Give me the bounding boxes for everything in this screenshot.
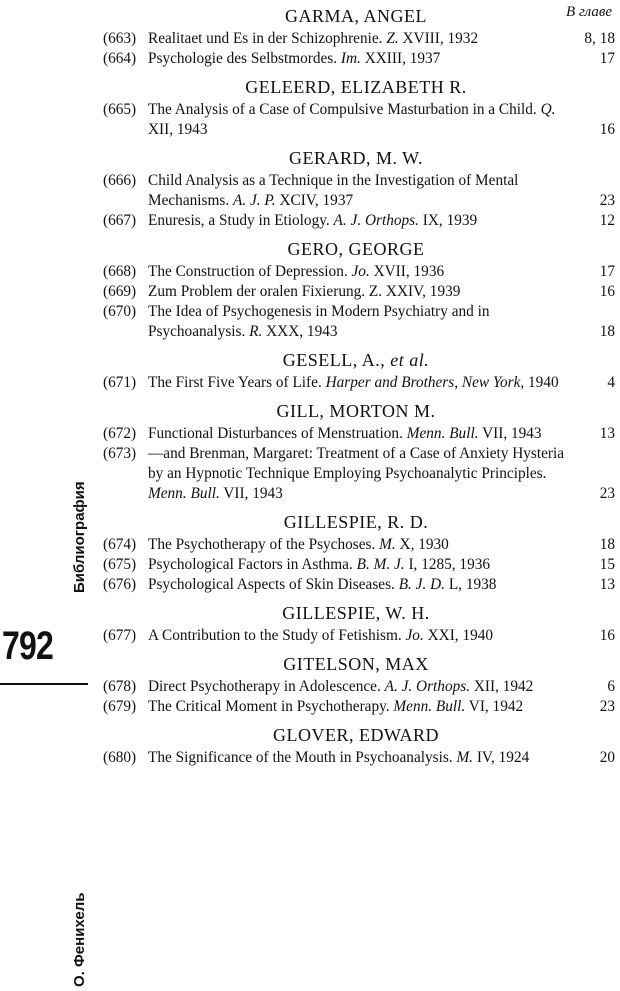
entry-source: A. J. Orthops.: [384, 678, 471, 695]
author-block: [103, 74, 620, 140]
entry-volume: XXI, 1940: [423, 627, 494, 644]
entry-title: Zum Problem der oralen Fixierung. Z. XXIV, 1939: [148, 283, 461, 300]
bibliography-entry: [103, 49, 620, 69]
entry-number: (663): [103, 30, 137, 47]
author-name: GERARD, M. W.: [288, 148, 424, 168]
entry-volume: L, 1938: [445, 576, 497, 593]
entry-title: Enuresis, a Study in Etiology.: [148, 212, 334, 229]
bibliography-entry: [103, 748, 620, 768]
author-name: GITELSON, MAX: [283, 654, 429, 674]
entry-chapter: 16: [599, 627, 615, 644]
bibliography-entry: [103, 171, 620, 211]
entry-chapter: 23: [599, 485, 615, 502]
bibliography-entry: [103, 373, 620, 393]
entry-volume: VII, 1943: [219, 485, 283, 502]
entry-volume: IV, 1924: [473, 749, 530, 766]
entry-source: Jo.: [351, 263, 370, 280]
book-author: О. Фенихель: [71, 892, 88, 987]
entry-title: Child Analysis as a Technique in the Investigation of Mental Mechanisms.: [148, 172, 519, 209]
author-name: GARMA, ANGEL: [284, 6, 427, 26]
entry-chapter: 17: [599, 50, 615, 67]
entry-source: A. J. P.: [232, 192, 276, 209]
author-name: GLOVER, EDWARD: [273, 725, 439, 745]
entry-number: (677): [103, 627, 137, 644]
page-number-rule: [0, 683, 88, 685]
entry-volume: IX, 1939: [418, 212, 478, 229]
entry-chapter: 16: [599, 121, 615, 138]
author-block: [103, 347, 620, 393]
entry-source: R.: [249, 323, 263, 340]
entry-title: Functional Disturbances of Menstruation.: [148, 425, 407, 442]
entry-number: (673): [103, 445, 137, 462]
bibliography-entry: [103, 282, 620, 302]
author-block: [103, 651, 620, 717]
entry-chapter: 18: [599, 536, 615, 553]
bibliography-entry: [103, 262, 620, 282]
author-name: GILLESPIE, R. D.: [283, 512, 429, 532]
entry-volume: XII, 1942: [470, 678, 534, 695]
entry-volume: X, 1930: [395, 536, 449, 553]
entry-chapter: 12: [599, 212, 615, 229]
entry-number: (664): [103, 50, 137, 67]
entry-title: Direct Psychotherapy in Adolescence.: [148, 678, 385, 695]
chapter-column-header: В главе: [566, 4, 612, 20]
section-title: Библиография: [71, 481, 88, 593]
entry-volume: XII, 1943: [148, 121, 208, 138]
entry-chapter: 8, 18: [584, 30, 615, 47]
entry-chapter: 13: [599, 576, 615, 593]
entry-chapter: 6: [607, 678, 615, 695]
entry-title: —and Brenman, Margaret: Treatment of a Case of Anxiety Hysteria by an Hypnotic Technique Employing Psychoanalytic Principles.: [148, 445, 565, 482]
entry-source: Jo.: [405, 627, 424, 644]
entry-number: (667): [103, 212, 137, 229]
entry-number: (668): [103, 263, 137, 280]
entry-number: (670): [103, 303, 137, 320]
entry-chapter: 17: [599, 263, 615, 280]
entry-number: (671): [103, 374, 137, 391]
entry-chapter: 4: [607, 374, 615, 391]
bibliography-entry: [103, 302, 620, 342]
bibliography-entry: [103, 555, 620, 575]
entry-chapter: 15: [599, 556, 615, 573]
entry-number: (680): [103, 749, 137, 766]
bibliography-entry: [103, 626, 620, 646]
bibliography-entry: [103, 535, 620, 555]
entry-source: B. M. J.: [356, 556, 405, 573]
entry-title: The Significance of the Mouth in Psychoanalysis.: [148, 749, 457, 766]
entry-source: Harper and Brothers, New York,: [325, 374, 525, 391]
bibliography-entry: [103, 697, 620, 717]
bibliography-entry: [103, 677, 620, 697]
bibliography-entry: [103, 444, 620, 504]
entry-title: A Contribution to the Study of Fetishism.: [148, 627, 406, 644]
entry-chapter: 13: [599, 425, 615, 442]
author-block: [103, 509, 620, 595]
author-block: [103, 722, 620, 768]
entry-title: The Critical Moment in Psychotherapy.: [148, 698, 394, 715]
entry-volume: 1940: [524, 374, 559, 391]
bibliography-list: [103, 3, 620, 768]
entry-volume: XXX, 1943: [262, 323, 338, 340]
entry-title: Psychological Aspects of Skin Diseases.: [148, 576, 399, 593]
author-block: [103, 398, 620, 504]
author-block: [103, 236, 620, 342]
entry-volume: VII, 1943: [478, 425, 542, 442]
entry-number: (665): [103, 101, 137, 118]
entry-source: Im.: [340, 50, 361, 67]
entry-number: (669): [103, 283, 137, 300]
entry-chapter: 23: [599, 698, 615, 715]
entry-chapter: 16: [599, 283, 615, 300]
entry-source: Menn. Bull.: [393, 698, 466, 715]
entry-number: (672): [103, 425, 137, 442]
entry-chapter: 18: [599, 323, 615, 340]
entry-number: (679): [103, 698, 137, 715]
bibliography-entry: [103, 424, 620, 444]
entry-source: B. J. D.: [398, 576, 445, 593]
bibliography-entry: [103, 29, 620, 49]
entry-volume: I, 1285, 1936: [404, 556, 491, 573]
entry-volume: VI, 1942: [465, 698, 524, 715]
entry-volume: XVIII, 1932: [398, 30, 479, 47]
entry-title: Realitaet und Es in der Schizophrenie.: [148, 30, 387, 47]
entry-chapter: 20: [599, 749, 615, 766]
entry-source: Menn. Bull.: [148, 485, 220, 502]
author-block: [103, 3, 620, 69]
author-name: GESELL, A., et al.: [282, 350, 430, 370]
bibliography-entry: [103, 575, 620, 595]
entry-number: (676): [103, 576, 137, 593]
entry-source: M.: [379, 536, 396, 553]
entry-source: Z.: [386, 30, 399, 47]
author-name: GERO, GEORGE: [287, 239, 425, 259]
entry-source: Menn. Bull.: [406, 425, 479, 442]
entry-chapter: 23: [599, 192, 615, 209]
entry-number: (678): [103, 678, 137, 695]
author-name: GILL, MORTON M.: [276, 401, 436, 421]
entry-title: The Construction of Depression.: [148, 263, 352, 280]
entry-source: A. J. Orthops.: [333, 212, 419, 229]
entry-title: The Idea of Psychogenesis in Modern Psychiatry and in Psychoanalysis.: [148, 303, 490, 340]
entry-title: The First Five Years of Life.: [148, 374, 326, 391]
entry-title: Psychological Factors in Asthma.: [148, 556, 357, 573]
entry-number: (666): [103, 172, 137, 189]
page-number: 792: [2, 624, 53, 668]
entry-volume: XVII, 1936: [369, 263, 445, 280]
author-name: GELEERD, ELIZABETH R.: [245, 77, 467, 97]
bibliography-entry: [103, 100, 620, 140]
author-name: GILLESPIE, W. H.: [282, 603, 430, 623]
entry-source: Q.: [540, 101, 556, 118]
entry-title: Psychologie des Selbstmordes.: [148, 50, 341, 67]
bibliography-entry: [103, 211, 620, 231]
entry-volume: XCIV, 1937: [275, 192, 354, 209]
entry-title: The Psychotherapy of the Psychoses.: [148, 536, 380, 553]
entry-number: (674): [103, 536, 137, 553]
entry-source: M.: [456, 749, 474, 766]
side-margin: [0, 0, 88, 991]
entry-number: (675): [103, 556, 137, 573]
entry-title: The Analysis of a Case of Compulsive Masturbation in a Child.: [148, 101, 541, 118]
author-block: [103, 145, 620, 231]
entry-volume: XXIII, 1937: [360, 50, 441, 67]
author-block: [103, 600, 620, 646]
